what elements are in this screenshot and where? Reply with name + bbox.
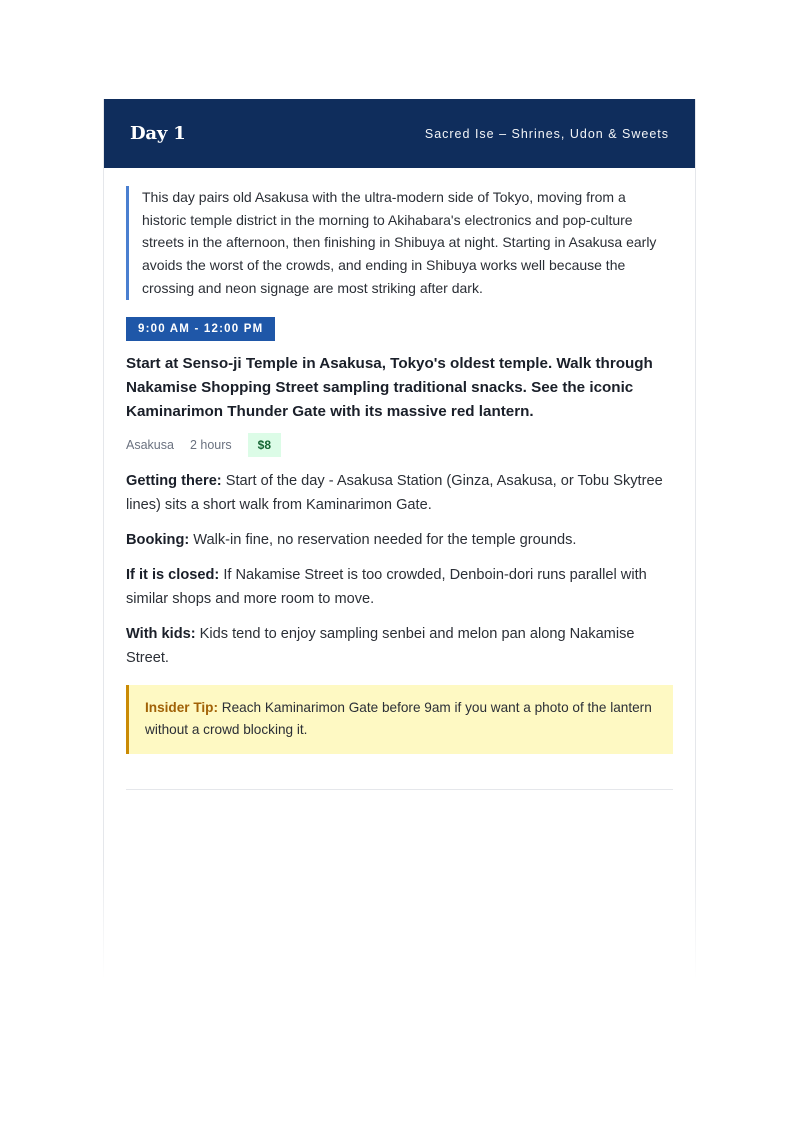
tip-text: Reach Kaminarimon Gate before 9am if you want a photo of the lantern without a crowd blocking it. <box>145 699 652 738</box>
detail-getting-there <box>126 469 673 517</box>
tip-label: Insider Tip: <box>145 699 219 715</box>
day-body <box>104 168 695 790</box>
detail-text: If Nakamise Street is too crowded, Denboin-dori runs parallel with similar shops and more room to move. <box>126 566 647 607</box>
detail-label: If it is closed: <box>126 566 220 583</box>
activity-title: Start at Senso-ji Temple in Asakusa, Tokyo's oldest temple. Walk through Nakamise Shopping Street sampling traditional snacks. See the iconic Kaminarimon Thunder Gate with its massive red lantern. <box>126 354 653 420</box>
detail-text: Kids tend to enjoy sampling senbei and melon pan along Nakamise Street. <box>126 625 635 666</box>
detail-booking <box>126 528 673 552</box>
detail-text: Walk-in fine, no reservation needed for the temple grounds. <box>193 531 577 548</box>
section-divider <box>126 789 673 790</box>
time-badge: 9:00 AM - 12:00 PM <box>126 317 275 341</box>
detail-label: Booking: <box>126 531 190 548</box>
price-badge: $8 <box>248 433 281 457</box>
detail-with-kids <box>126 622 673 670</box>
activity-meta <box>126 433 673 457</box>
detail-label: Getting there: <box>126 472 222 489</box>
day-intro: This day pairs old Asakusa with the ultra-modern side of Tokyo, moving from a historic temple district in the morning to Akihabara's electronics and pop-culture streets in the afternoon, then finishing in Shibuya at night. Starting in Asakusa early avoids the worst of the crowds, and ending in Shibuya works well because the crossing and neon signage are most striking after dark. <box>126 186 673 300</box>
day-card <box>103 99 696 979</box>
activity-duration: 2 hours <box>189 437 232 452</box>
detail-text: Start of the day - Asakusa Station (Ginza, Asakusa, or Tobu Skytree lines) sits a short walk from Kaminarimon Gate. <box>126 472 663 513</box>
insider-tip <box>126 685 673 754</box>
detail-label: With kids: <box>126 625 196 642</box>
day-subtitle: Sacred Ise – Shrines, Udon & Sweets <box>424 126 669 141</box>
day-title: Day 1 <box>130 123 186 144</box>
detail-if-closed <box>126 563 673 611</box>
activity-location: Asakusa <box>126 437 174 452</box>
day-header <box>104 99 695 168</box>
